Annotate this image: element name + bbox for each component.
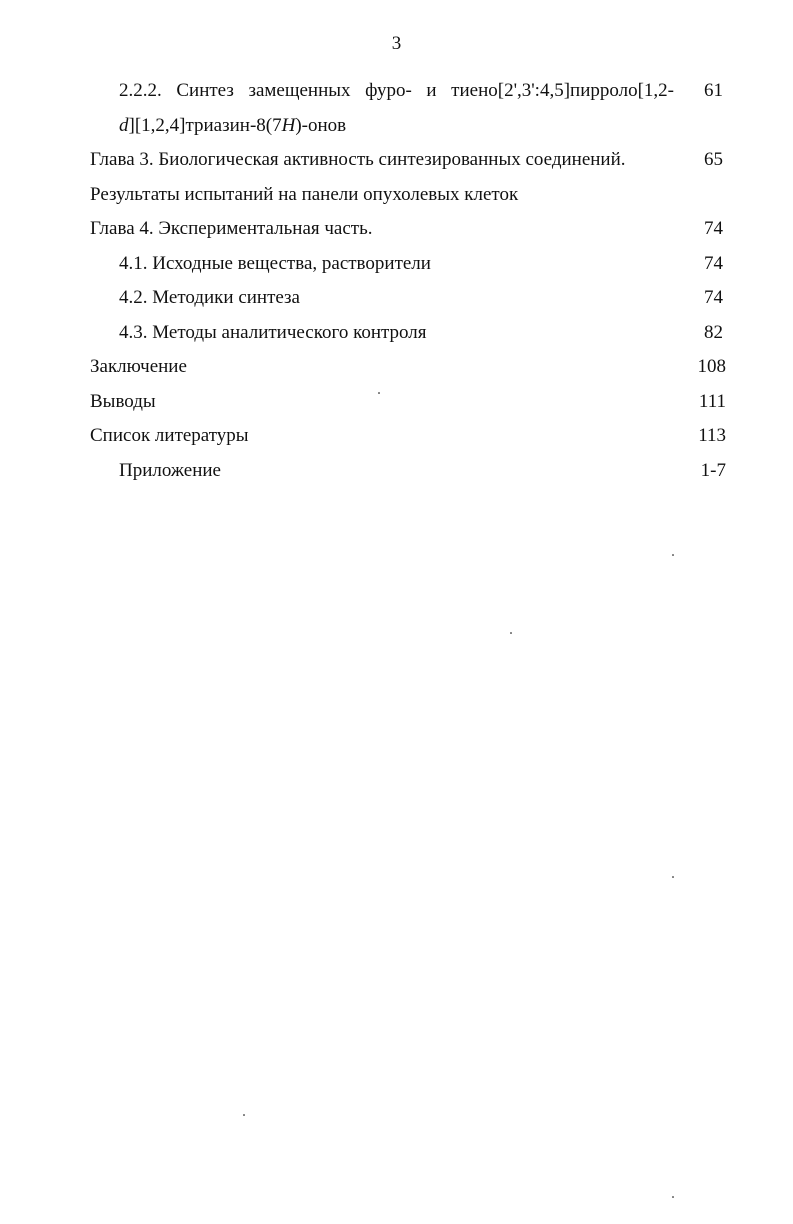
toc-entry-page: 65 (704, 149, 723, 170)
toc-entry-references (90, 419, 730, 454)
toc-entry-title: Выводы (90, 390, 156, 412)
toc-entry-page: 1-7 (700, 459, 726, 481)
toc-entry-page: 82 (704, 321, 723, 343)
toc-entry-2-2-2 (90, 74, 730, 143)
toc-entry-4-2 (90, 281, 730, 316)
toc-entry-page: 111 (698, 390, 726, 412)
table-of-contents (90, 74, 730, 488)
toc-entry-chapter-4 (90, 212, 730, 247)
toc-entry-chapter-3 (90, 143, 730, 212)
toc-entry-page: 74 (704, 252, 723, 274)
toc-entry-findings (90, 385, 730, 420)
toc-entry-title: Заключение (90, 356, 187, 377)
scan-speck (243, 1114, 245, 1116)
toc-entry-title: Список литературы (90, 425, 249, 446)
toc-entry-page: 61 (704, 80, 723, 101)
toc-entry-title-line2: Результаты испытаний на панели опухолевых клеток (90, 183, 519, 205)
toc-entry-title (90, 143, 635, 212)
toc-entry-title-line1: Глава 3. Биологическая активность синтезированных соединений. (90, 149, 626, 170)
toc-entry-title-line1: 2.2.2. Синтез замещенных фуро- и тиено[2',3':4,5]пирроло[1,2- (119, 80, 674, 101)
toc-entry-page: 74 (704, 218, 723, 239)
toc-entry-page: 108 (697, 356, 726, 377)
toc-entry-conclusion (90, 350, 730, 385)
scan-speck (510, 632, 512, 634)
toc-entry-page: 113 (698, 425, 726, 446)
toc-entry-4-1 (90, 247, 730, 282)
toc-entry-title: Глава 4. Экспериментальная часть. (90, 218, 373, 239)
scan-speck (378, 392, 380, 394)
scan-speck (672, 876, 674, 878)
toc-entry-title-line2: d][1,2,4]триазин-8(7H)-онов (119, 114, 347, 136)
scan-speck (672, 554, 674, 556)
toc-entry-title: Приложение (119, 459, 221, 481)
scan-speck (672, 1196, 674, 1198)
toc-entry-page: 74 (704, 287, 723, 308)
toc-entry-title: 4.1. Исходные вещества, растворители (119, 252, 431, 274)
toc-entry-appendix (90, 454, 730, 489)
toc-entry-title (119, 74, 674, 143)
toc-entry-4-3 (90, 316, 730, 351)
page-number: 3 (391, 33, 402, 54)
toc-entry-title: 4.3. Методы аналитического контроля (119, 321, 427, 343)
toc-entry-title: 4.2. Методики синтеза (119, 287, 300, 308)
